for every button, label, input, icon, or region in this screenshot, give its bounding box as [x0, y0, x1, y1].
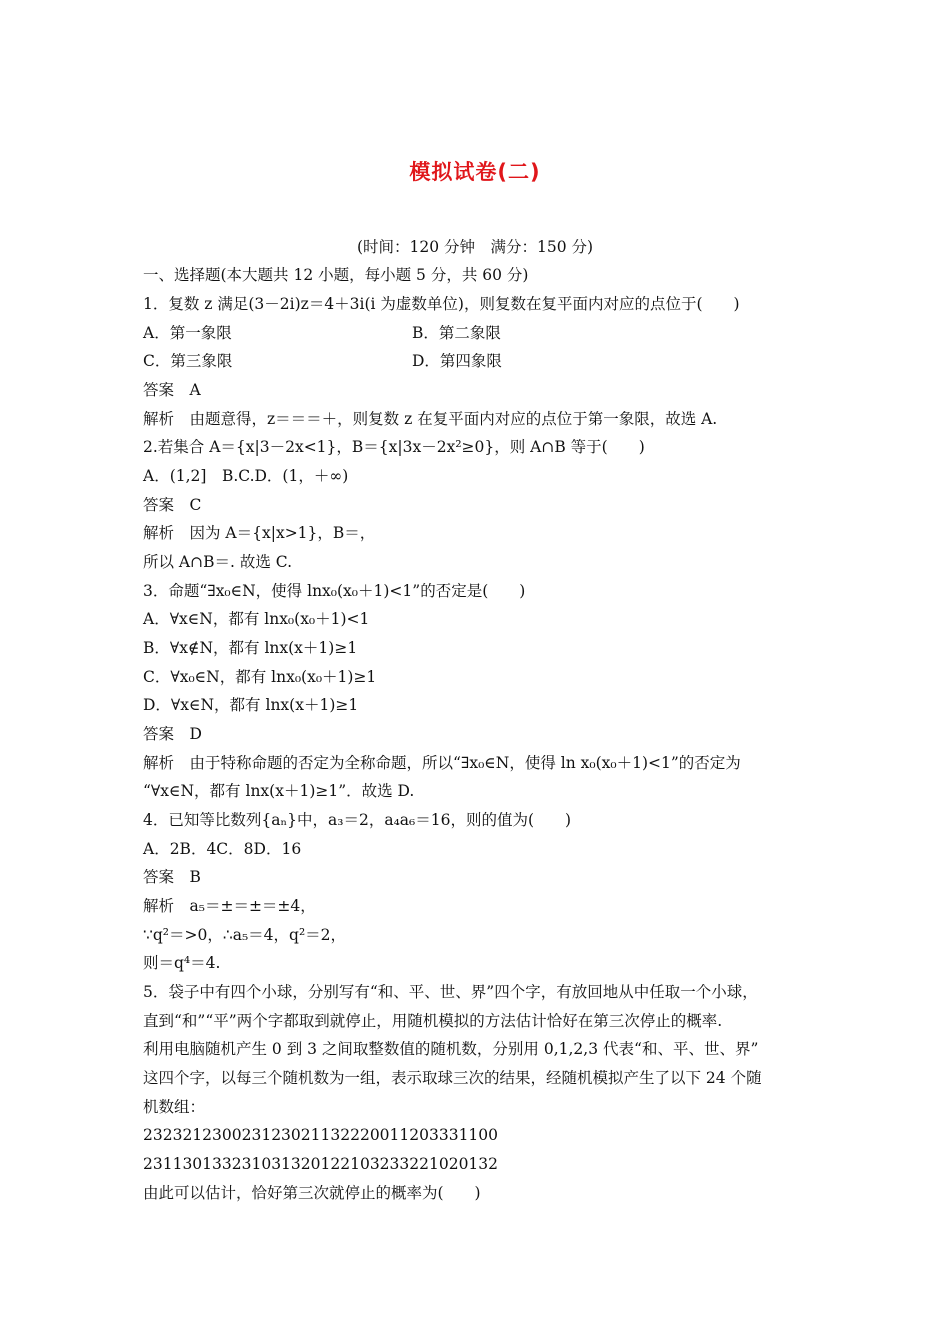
q1-answer: 答案 A: [143, 381, 201, 399]
q5-stem-line4: 这四个字，以每三个随机数为一组，表示取球三次的结果，经随机模拟产生了以下 24 个随: [143, 1069, 762, 1087]
q5-stem-line3: 利用电脑随机产生 0 到 3 之间取整数值的随机数，分别用 0,1,2,3 代表“和、平、世、界”: [143, 1040, 759, 1058]
q5-random-data-line2: 231130133231031320122103233221020132: [143, 1155, 499, 1173]
q1-option-d: D．第四象限: [412, 352, 502, 370]
q1-stem: 1．复数 z 满足(3－2i)z＝4＋3i(i 为虚数单位)，则复数在复平面内对应的点位于( ): [143, 295, 740, 313]
q4-answer: 答案 B: [143, 868, 201, 886]
q1-analysis: 解析 由题意得，z＝＝＝＋，则复数 z 在复平面内对应的点位于第一象限，故选 A.: [143, 410, 718, 428]
q1-option-c: C．第三象限: [143, 352, 233, 370]
q2-stem: 2.若集合 A＝{x|3－2x<1}，B＝{x|3x－2x²≥0}，则 A∩B 等于( ): [143, 438, 645, 456]
q3-analysis-line2: “∀x∈N，都有 lnx(x＋1)≥1”．故选 D.: [143, 782, 415, 800]
q3-analysis-line1: 解析 由于特称命题的否定为全称命题，所以“∃x₀∈N，使得 ln x₀(x₀＋1)<1”的否定为: [143, 754, 741, 772]
q3-option-d: D．∀x∈N，都有 lnx(x＋1)≥1: [143, 696, 359, 714]
q5-random-data-line1: 232321230023123021132220011203331100: [143, 1126, 499, 1144]
section-heading: 一、选择题(本大题共 12 小题，每小题 5 分，共 60 分): [143, 266, 529, 284]
q2-options: A．(1,2] B.C.D．(1，＋∞): [143, 467, 349, 485]
q5-stem-line1: 5．袋子中有四个小球，分别写有“和、平、世、界”四个字，有放回地从中任取一个小球，: [143, 983, 758, 1001]
q4-stem: 4．已知等比数列{aₙ}中，a₃＝2，a₄a₆＝16，则的值为( ): [143, 811, 572, 829]
q5-stem-line5: 机数组：: [143, 1098, 206, 1116]
q3-answer: 答案 D: [143, 725, 202, 743]
page-title: 模拟试卷(二): [409, 160, 541, 184]
q2-analysis-line1: 解析 因为 A＝{x|x>1}，B＝，: [143, 524, 376, 542]
q4-analysis-line1: 解析 a₅＝±＝±＝±4，: [143, 897, 316, 915]
q4-analysis-line3: 则＝q⁴＝4.: [143, 954, 221, 972]
exam-info: (时间：120 分钟 满分：150 分): [356, 238, 594, 256]
q2-answer: 答案 C: [143, 496, 202, 514]
q5-question: 由此可以估计，恰好第三次就停止的概率为( ): [143, 1184, 481, 1202]
q3-option-b: B．∀x∉N，都有 lnx(x＋1)≥1: [143, 639, 358, 657]
q3-option-a: A．∀x∈N，都有 lnx₀(x₀＋1)<1: [143, 610, 370, 628]
q1-option-a: A．第一象限: [143, 324, 232, 342]
q1-option-b: B．第二象限: [412, 324, 501, 342]
q3-option-c: C．∀x₀∈N，都有 lnx₀(x₀＋1)≥1: [143, 668, 377, 686]
q4-options: A．2B．4C．8D．16: [143, 840, 302, 858]
q5-stem-line2: 直到“和”“平”两个字都取到就停止，用随机模拟的方法估计恰好在第三次停止的概率.: [143, 1012, 723, 1030]
q3-stem: 3．命题“∃x₀∈N，使得 lnx₀(x₀＋1)<1”的否定是( ): [143, 582, 526, 600]
q4-analysis-line2: ∵q²＝>0，∴a₅＝4，q²＝2，: [143, 926, 347, 944]
q2-analysis-line2: 所以 A∩B＝. 故选 C.: [143, 553, 293, 571]
